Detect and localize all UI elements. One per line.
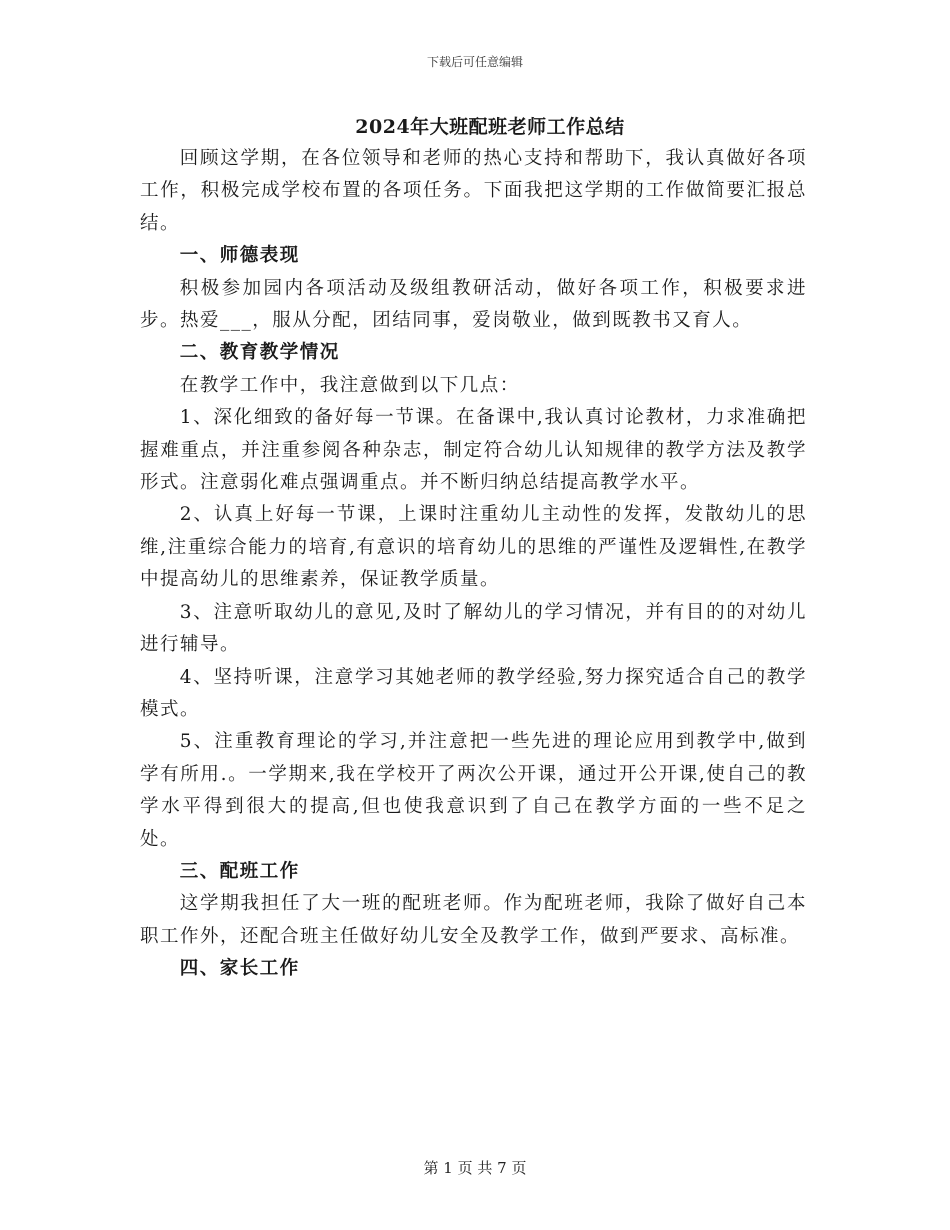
header-note: 下载后可任意编辑: [426, 55, 523, 69]
section-heading-teaching: 二、教育教学情况: [179, 342, 340, 364]
paragraph: 3、注意听取幼儿的意见,及时了解幼儿的学习情况，并有目的的对幼儿进行辅导。: [140, 601, 807, 656]
paragraph: 1、深化细致的备好每一节课。在备课中,我认真讨论教材，力求准确把握难重点，并注重参阅各种杂志，制定符合幼儿认知规律的教学方法及教学形式。注意弱化难点强调重点。并不断归纳总结提高教学水平。: [140, 407, 807, 494]
page-footer: 第 1 页 共 7 页: [423, 1159, 527, 1177]
section-heading-parent-work: 四、家长工作: [179, 958, 300, 980]
document-title: 2024年大班配班老师工作总结: [355, 116, 625, 138]
paragraph: 积极参加园内各项活动及级组教研活动，做好各项工作，积极要求进步。热爱___，服从分配，团结同事，爱岗敬业，做到既教书又育人。: [140, 277, 807, 332]
paragraph: 2、认真上好每一节课，上课时注重幼儿主动性的发挥，发散幼儿的思维,注重综合能力的培育,有意识的培育幼儿的思维的严谨性及逻辑性,在教学中提高幼儿的思维素养，保证教学质量。: [140, 504, 807, 591]
section-heading-ethics: 一、师德表现: [179, 245, 300, 267]
paragraph: 在教学工作中，我注意做到以下几点：: [179, 374, 520, 396]
section-heading-assistant-work: 三、配班工作: [179, 860, 300, 882]
document-body: [140, 143, 807, 986]
paragraph: 5、注重教育理论的学习,并注意把一些先进的理论应用到教学中,做到学有所用.。一学期来,我在学校开了两次公开课，通过开公开课,使自己的教学水平得到很大的提高,但也使我意识到了自己在教学方面的一些不足之处。: [140, 731, 807, 850]
paragraph: 4、坚持听课，注意学习其她老师的教学经验,努力探究适合自己的教学模式。: [140, 666, 807, 720]
paragraph: 这学期我担任了大一班的配班老师。作为配班老师，我除了做好自己本职工作外，还配合班主任做好幼儿安全及教学工作，做到严要求、高标准。: [140, 893, 807, 947]
intro-paragraph: 回顾这学期，在各位领导和老师的热心支持和帮助下，我认真做好各项工作，积极完成学校布置的各项任务。下面我把这学期的工作做简要汇报总结。: [140, 148, 807, 234]
